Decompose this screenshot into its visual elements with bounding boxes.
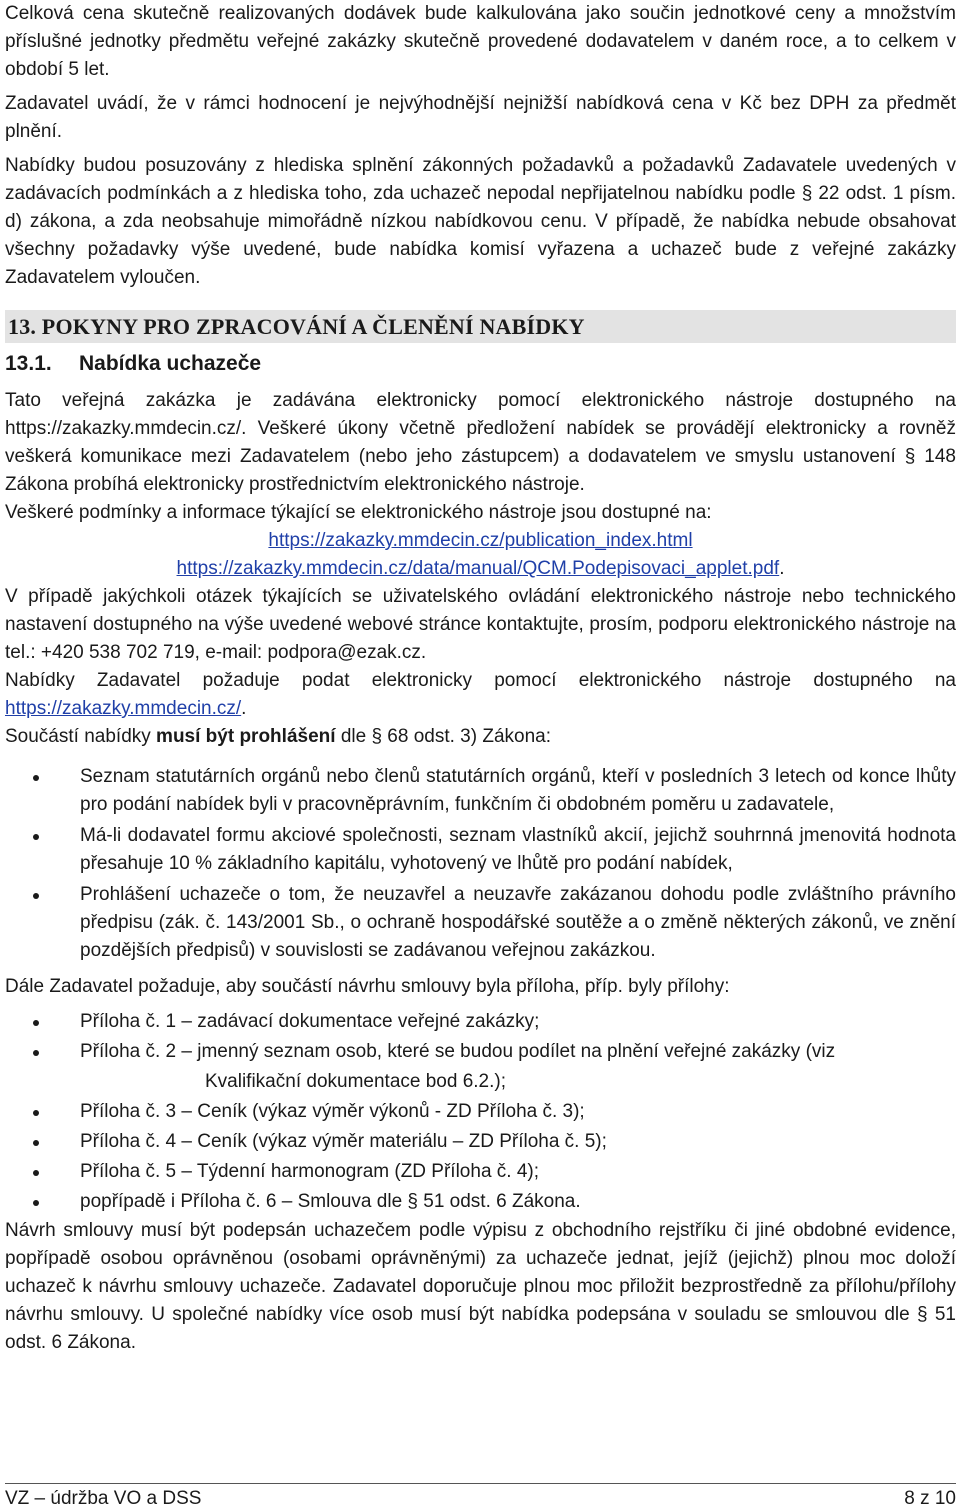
list-item: popřípadě i Příloha č. 6 – Smlouva dle § 51 odst. 6 Zákona.	[5, 1187, 956, 1217]
list-item: Příloha č. 4 – Ceník (výkaz výměr materiálu – ZD Příloha č. 5);	[5, 1127, 956, 1157]
paragraph-price: Celková cena skutečně realizovaných dodávek bude kalkulována jako součin jednotkové ceny a množstvím příslušné jednotky předmětu veřejné zakázky skutečně provedené dodavatelem v daném roce, a to celkem v období 5 let.	[5, 3, 956, 80]
paragraph-annex-intro: Dále Zadavatel požaduje, aby součástí návrhu smlouvy byla příloha, příp. byly přílohy:	[5, 976, 730, 997]
bullet-icon	[33, 1110, 39, 1116]
manual-pdf-link[interactable]: https://zakazky.mmdecin.cz/data/manual/QCM.Podepisovaci_applet.pdf	[176, 558, 780, 579]
paragraph-assessment: Nabídky budou posuzovány z hlediska splnění zákonných požadavků a požadavků Zadavatele uvedených v zadávacích podmínkách a z hlediska toho, zda uchazeč nepodal nepřijatelnou nabídku podle § 22 odst. 1 písm. d) zákona, a zda neobsahuje mimořádně nízkou nabídkovou cenu. V případě, že nabídka nebude obsahovat všechny požadavky výše uvedené, bude nabídka komisí vyřazena a uchazeč bude z veřejné zakázky Zadavatelem vyloučen.	[5, 155, 956, 288]
annex-list	[5, 1007, 956, 1217]
page-number: 8 z 10	[904, 1488, 956, 1509]
bullet-icon	[33, 1020, 39, 1026]
bullet-icon	[33, 1050, 39, 1056]
bullet-icon	[33, 893, 39, 899]
subsection-title: Nabídka uchazeče	[79, 352, 262, 375]
document-page	[5, 0, 956, 1357]
declaration-bold: musí být prohlášení	[156, 726, 336, 747]
bullet-icon	[33, 834, 39, 840]
zakazky-link[interactable]: https://zakazky.mmdecin.cz/	[5, 698, 242, 719]
section-heading: 13. POKYNY PRO ZPRACOVÁNÍ A ČLENĚNÍ NABÍDKY	[5, 310, 956, 343]
list-item: Seznam statutárních orgánů nebo členů statutárních orgánů, kteří v posledních 3 letech od konce lhůty pro podání nabídek byli v pracovněprávním, funkčním či obdobném poměru u zadavatele,	[5, 763, 956, 819]
bullet-icon	[33, 1200, 39, 1206]
paragraph-conditions: Veškeré podmínky a informace týkající se elektronického nástroje jsou dostupné na:	[5, 502, 712, 523]
footer-title: VZ – údržba VO a DSS	[5, 1488, 202, 1509]
list-item: Prohlášení uchazeče o tom, že neuzavřel a neuzavře zakázanou dohodu podle zvláštního právního předpisu (zák. č. 143/2001 Sb., o ochraně hospodářské soutěže a o změně některých zákonů, ve znění pozdějších předpisů) v souvislosti se zadávanou veřejnou zakázkou.	[5, 881, 956, 965]
link-line-1	[5, 527, 956, 555]
list-item: Má-li dodavatel formu akciové společnosti, seznam vlastníků akcií, jejichž souhrnná jmenovitá hodnota přesahuje 10 % základního kapitálu, vyhotovený ve lhůtě pro podání nabídek,	[5, 822, 956, 878]
bullet-icon	[33, 1140, 39, 1146]
list-item: Příloha č. 3 – Ceník (výkaz výměr výkonů - ZD Příloha č. 3);	[5, 1097, 956, 1127]
paragraph-electronic: Tato veřejná zakázka je zadávána elektronicky pomocí elektronického nástroje dostupného na https://zakazky.mmdecin.cz/. Veškeré úkony včetně předložení nabídek se provádějí elektronicky a rovněž veškerá komunikace mezi Zadavatelem (nebo jeho zástupcem) a dodavatelem ve smyslu ustanovení § 148 Zákona probíhá elektronicky prostřednictvím elektronického nástroje.	[5, 390, 956, 495]
declaration-list	[5, 763, 956, 965]
subsection-heading	[5, 349, 956, 379]
paragraph-declaration: Součástí nabídky musí být prohlášení dle § 68 odst. 3) Zákona:	[5, 726, 551, 747]
list-item: Příloha č. 2 – jmenný seznam osob, které se budou podílet na plnění veřejné zakázky (viz Kvalifikační dokumentace bod 6.2.);	[5, 1037, 956, 1097]
paragraph-signature: Návrh smlouvy musí být podepsán uchazečem podle výpisu z obchodního rejstříku či jiné obdobné evidence, popřípadě osobou oprávněnou (osobami oprávněnými) za uchazeče jednat, jejíž (jejichž) plnou moc doloží uchazeč k návrhu smlouvy uchazeče. Zadavatel doporučuje plnou moc přiložit bezprostředně za přílohu/přílohy návrhu smlouvy. U společné nabídky více osob musí být nabídka podepsána v souladu se smlouvou dle § 51 odst. 6 Zákona.	[5, 1220, 956, 1353]
paragraph-submit: Nabídky Zadavatel požaduje podat elektronicky pomocí elektronického nástroje dostupného na https://zakazky.mmdecin.cz/.	[5, 670, 956, 719]
paragraph-support: V případě jakýchkoli otázek týkajících se uživatelského ovládání elektronického nástroje nebo technického nastavení dostupného na výše uvedené webové stránce kontaktujte, prosím, podporu elektronického nástroje na tel.: +420 538 702 719, e-mail: podpora@ezak.cz.	[5, 586, 956, 663]
publication-index-link[interactable]: https://zakazky.mmdecin.cz/publication_index.html	[268, 530, 693, 551]
subsection-number: 13.1.	[5, 352, 52, 375]
link-line-2: https://zakazky.mmdecin.cz/data/manual/QCM.Podepisovaci_applet.pdf.	[176, 558, 785, 579]
paragraph-evaluation: Zadavatel uvádí, že v rámci hodnocení je nejvýhodnější nejnižší nabídková cena v Kč bez DPH za předmět plnění.	[5, 93, 956, 142]
bullet-icon	[33, 775, 39, 781]
list-item: Příloha č. 5 – Týdenní harmonogram (ZD Příloha č. 4);	[5, 1157, 956, 1187]
bullet-icon	[33, 1170, 39, 1176]
list-item: Příloha č. 1 – zadávací dokumentace veřejné zakázky;	[5, 1007, 956, 1037]
